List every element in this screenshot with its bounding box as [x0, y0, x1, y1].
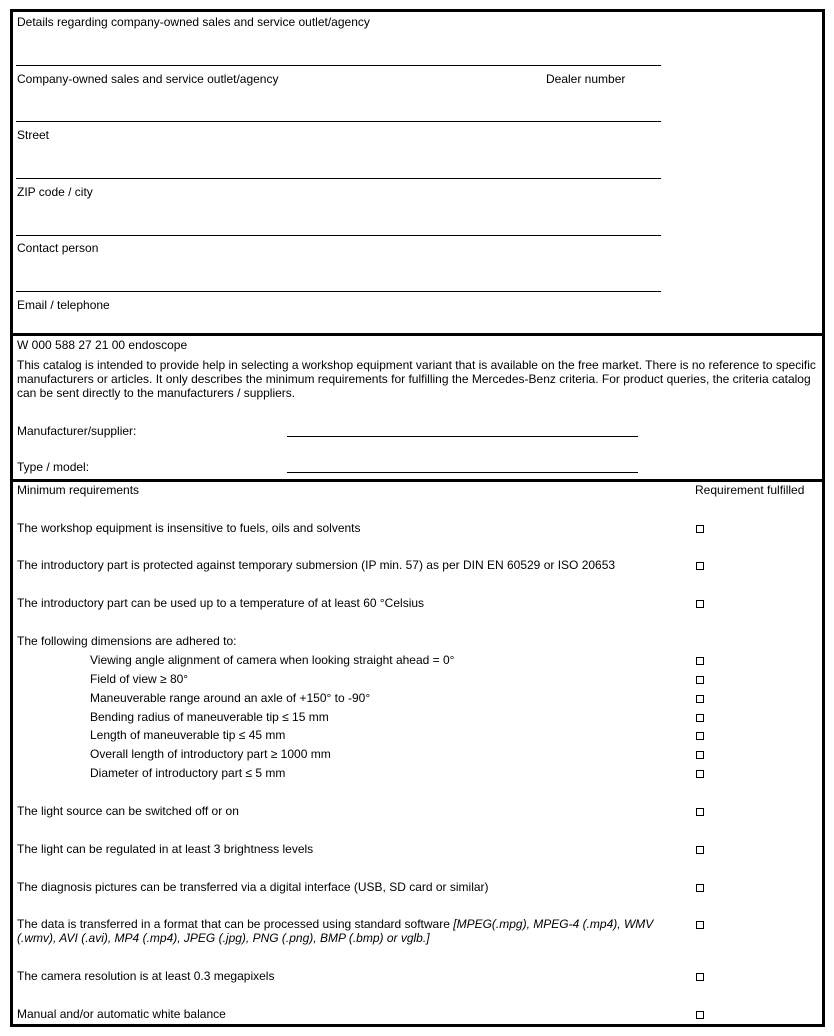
contact-field-line	[16, 235, 661, 236]
product-title: W 000 588 27 21 00 endoscope	[17, 338, 188, 352]
model-label: Type / model:	[17, 460, 90, 474]
requirement-text: The diagnosis pictures can be transferred via a digital interface (USB, SD card or similar)	[17, 880, 489, 894]
email-field-line	[16, 291, 661, 292]
dimension-checkbox[interactable]	[696, 714, 704, 722]
data-format-list: [MPEG(.mpg), MPEG-4 (.mp4), WMV (.wmv), AVI (.avi), MP4 (.mp4), JPEG (.jpg), PNG (.png), BMP (.bmp) or vglb.]	[17, 917, 654, 945]
outlet-field-line	[16, 65, 661, 66]
dimension-checkbox[interactable]	[696, 676, 704, 684]
dimension-text: Maneuverable range around an axle of +150° to -90°	[90, 691, 371, 705]
requirement-text: The camera resolution is at least 0.3 megapixels	[17, 969, 275, 983]
requirement-checkbox[interactable]	[696, 846, 704, 854]
street-label: Street	[17, 128, 50, 142]
outlet-label: Company-owned sales and service outlet/agency	[17, 72, 279, 86]
requirement-text: The introductory part is protected against temporary submersion (IP min. 57) as per DIN EN 60529 or ISO 20653	[17, 558, 616, 572]
product-info-section	[10, 333, 825, 482]
requirements-header: Minimum requirements	[17, 483, 140, 497]
dimension-text: Length of maneuverable tip ≤ 45 mm	[90, 728, 286, 742]
requirement-checkbox[interactable]	[696, 884, 704, 892]
requirement-checkbox[interactable]	[696, 921, 704, 929]
dealer-details-section	[10, 9, 825, 336]
dealer-section-title: Details regarding company-owned sales and service outlet/agency	[17, 15, 370, 29]
zip-field-line	[16, 178, 661, 179]
dimension-text: Bending radius of maneuverable tip ≤ 15 mm	[90, 710, 329, 724]
model-field-line	[287, 472, 638, 473]
requirement-checkbox[interactable]	[696, 1011, 704, 1019]
requirement-fulfilled-header: Requirement fulfilled	[695, 483, 805, 497]
requirement-text: The light source can be switched off or on	[17, 804, 239, 818]
manufacturer-field-line	[287, 436, 638, 437]
requirement-text: Manual and/or automatic white balance	[17, 1007, 226, 1021]
requirement-text: The workshop equipment is insensitive to fuels, oils and solvents	[17, 521, 361, 535]
dimensions-title: The following dimensions are adhered to:	[17, 634, 237, 648]
dimension-text: Overall length of introductory part ≥ 1000 mm	[90, 747, 331, 761]
requirement-checkbox[interactable]	[696, 562, 704, 570]
requirement-checkbox[interactable]	[696, 600, 704, 608]
dimension-checkbox[interactable]	[696, 751, 704, 759]
product-description: This catalog is intended to provide help in selecting a workshop equipment variant that is available on the free market. There is no reference to specific manufacturers or articles. It only describes the minimum requirements for fulfilling the Mercedes-Benz criteria. For product queries, the criteria catalog can be sent directly to the manufacturers / suppliers.	[17, 358, 816, 400]
data-format-requirement	[17, 917, 667, 945]
requirement-text: The light can be regulated in at least 3 brightness levels	[17, 842, 314, 856]
zip-city-label: ZIP code / city	[17, 185, 93, 199]
manufacturer-label: Manufacturer/supplier:	[17, 424, 137, 438]
dimension-text: Field of view ≥ 80°	[90, 672, 189, 686]
contact-person-label: Contact person	[17, 241, 99, 255]
requirement-checkbox[interactable]	[696, 525, 704, 533]
data-format-text: The data is transferred in a format that can be processed using standard software	[17, 917, 454, 931]
email-telephone-label: Email / telephone	[17, 298, 110, 312]
dimension-checkbox[interactable]	[696, 695, 704, 703]
street-field-line	[16, 121, 661, 122]
requirement-checkbox[interactable]	[696, 973, 704, 981]
dimension-text: Diameter of introductory part ≤ 5 mm	[90, 766, 286, 780]
dealer-number-label: Dealer number	[546, 72, 626, 86]
requirement-checkbox[interactable]	[696, 808, 704, 816]
dimension-text: Viewing angle alignment of camera when looking straight ahead = 0°	[90, 653, 455, 667]
dimension-checkbox[interactable]	[696, 770, 704, 778]
dimension-checkbox[interactable]	[696, 657, 704, 665]
requirement-text: The introductory part can be used up to a temperature of at least 60 °Celsius	[17, 596, 425, 610]
dimension-checkbox[interactable]	[696, 732, 704, 740]
